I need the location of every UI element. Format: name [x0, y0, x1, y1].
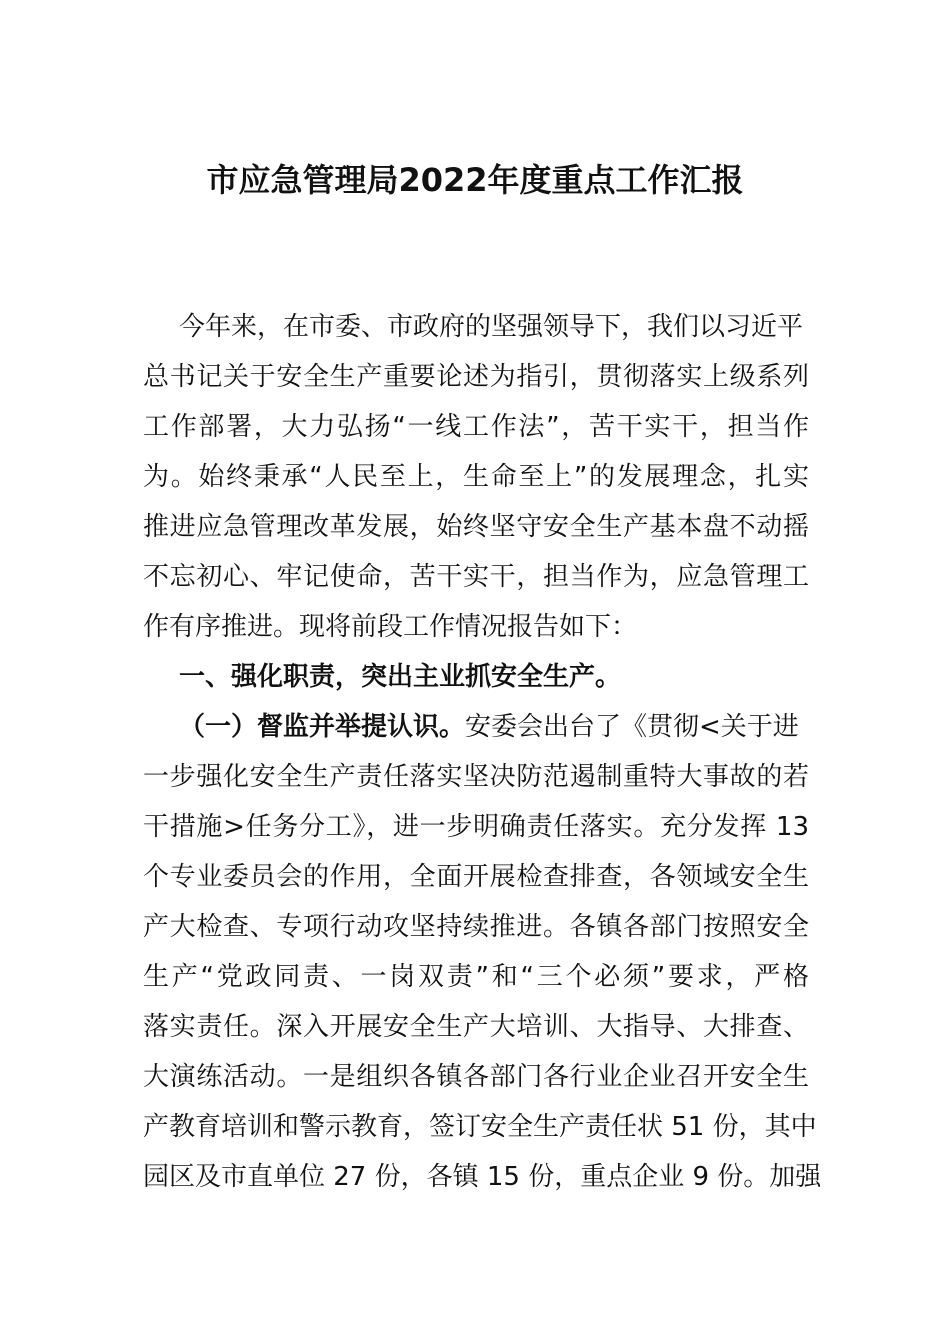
sub-heading: （一）督监并举提认识。	[179, 712, 466, 742]
paragraph-line: 为。始终秉承“人民至上，生命至上”的发展理念，扎实	[143, 462, 809, 492]
document-title: 市应急管理局2022年度重点工作汇报	[206, 161, 744, 199]
paragraph-line-text: 安委会出台了《贯彻<关于进	[465, 712, 799, 742]
document-body	[143, 302, 822, 1202]
paragraph-line: 今年来，在市委、市政府的坚强领导下，我们以习近平	[179, 312, 804, 342]
paragraph-line: 不忘初心、牢记使命，苦干实干，担当作为，应急管理工	[143, 562, 809, 592]
paragraph-line-with-subheading	[143, 702, 809, 752]
paragraph-line: 大演练活动。一是组织各镇各部门各行业企业召开安全生	[143, 1062, 809, 1092]
paragraph-line: 一步强化安全生产责任落实坚决防范遏制重特大事故的若	[143, 762, 809, 792]
paragraph-line: 工作部署，大力弘扬“一线工作法”，苦干实干，担当作	[143, 412, 809, 442]
paragraph-line: 干措施>任务分工》，进一步明确责任落实。充分发挥 13	[143, 812, 809, 842]
paragraph-line: 作有序推进。现将前段工作情况报告如下：	[143, 612, 638, 642]
section-heading: 一、强化职责，突出主业抓安全生产。	[179, 662, 622, 692]
paragraph-line: 个专业委员会的作用，全面开展检查排查，各领域安全生	[143, 862, 809, 892]
paragraph-line: 产大检查、专项行动攻坚持续推进。各镇各部门按照安全	[143, 912, 809, 942]
paragraph-line: 推进应急管理改革发展，始终坚守安全生产基本盘不动摇	[143, 512, 809, 542]
paragraph-line: 落实责任。深入开展安全生产大培训、大指导、大排查、	[143, 1012, 809, 1042]
paragraph-line: 生产“党政同责、一岗双责”和“三个必须”要求，严格	[143, 962, 809, 992]
paragraph-line: 产教育培训和警示教育，签订安全生产责任状 51 份，其中	[143, 1112, 817, 1142]
paragraph-line: 总书记关于安全生产重要论述为指引，贯彻落实上级系列	[143, 362, 809, 392]
paragraph-line: 园区及市直单位 27 份，各镇 15 份，重点企业 9 份。加强	[143, 1162, 822, 1192]
